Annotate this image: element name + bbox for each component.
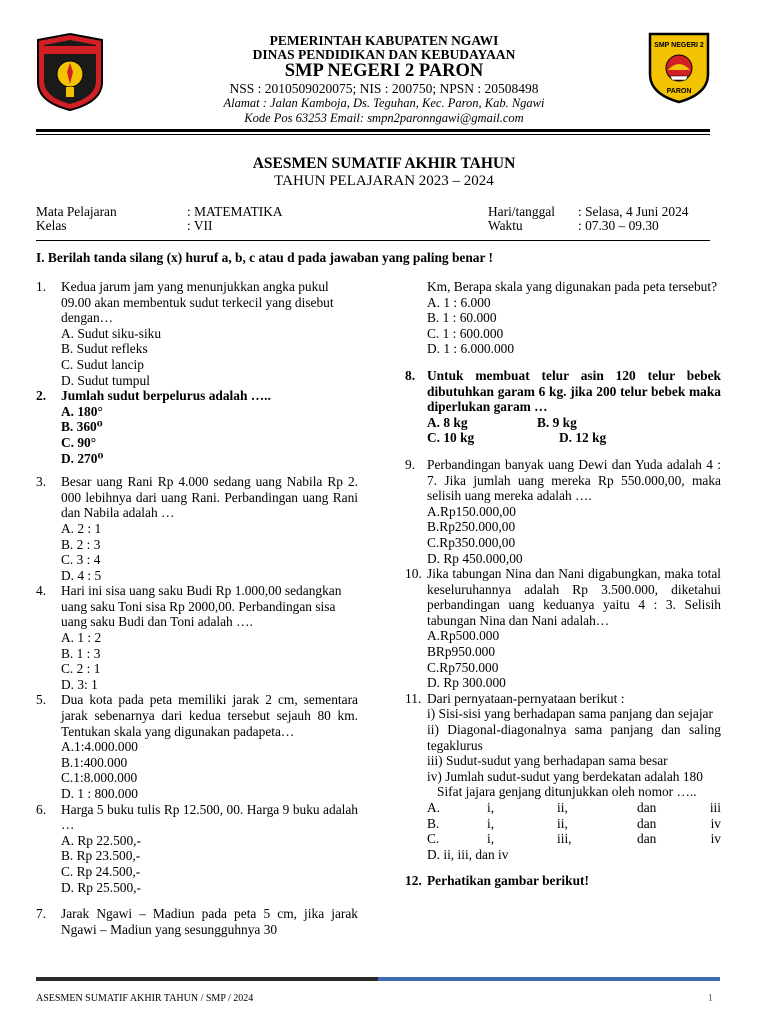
- question-5: [36, 692, 358, 801]
- question-number: 6.: [36, 801, 47, 817]
- question-number: 11.: [405, 690, 422, 706]
- subject-label: Mata Pelajaran: [36, 204, 117, 219]
- option-part: iv: [710, 831, 721, 847]
- option-c: C. 10 kg: [427, 430, 475, 446]
- option-d: D. Rp 300.000: [427, 675, 506, 691]
- option-d: D. 270⁰: [61, 450, 104, 466]
- option-c: C. 2 : 1: [61, 661, 101, 677]
- statement-iii: iii) Sudut-sudut yang berhadapan sama besar: [427, 753, 668, 769]
- option-part: iii,: [557, 831, 572, 847]
- option-row-ab: [405, 415, 721, 431]
- footer-text: ASESMEN SUMATIF AKHIR TAHUN / SMP / 2024: [36, 993, 254, 1004]
- option-b: B.Rp250.000,00: [427, 519, 516, 535]
- section-instruction: I. Berilah tanda silang (x) huruf a, b, c atau d pada jawaban yang paling benar !: [36, 250, 493, 265]
- option-c: C. 90°: [61, 434, 97, 450]
- option-d: D. 1 : 800.000: [61, 786, 138, 801]
- statement-ii: ii) Diagonal-diagonalnya sama panjang dan saling tegaklurus: [427, 722, 721, 753]
- option-a: A. 180°: [61, 403, 103, 419]
- letterhead-address: Alamat : Jalan Kamboja, Ds. Teguhan, Kec. Paron, Kab. Ngawi: [223, 96, 545, 110]
- letterhead-postal-email: Kode Pos 63253 Email: smpn2paronngawi@gmail.com: [244, 111, 524, 125]
- question-stem: Perhatikan gambar berikut!: [427, 873, 589, 889]
- letterhead-ids: NSS : 2010509020075; NIS : 200750; NPSN : 20508498: [229, 81, 539, 96]
- option-part: i,: [487, 815, 495, 831]
- letterhead-school-name: SMP NEGERI 2 PARON: [284, 61, 484, 81]
- option-d: D. 4 : 5: [61, 567, 102, 583]
- subject-value: : MATEMATIKA: [187, 204, 283, 219]
- option-a: A. 2 : 1: [61, 520, 102, 536]
- option-part: iii: [709, 800, 721, 815]
- option-b: B. 1 : 3: [61, 645, 101, 661]
- question-stem: Jika tabungan Nina dan Nani digabungkan, maka total keseluruhannya adalah Rp 3.500.000, diketahui perbandingan uang keduanya yaitu 4 : 3. Selisih tabungan Nina dan Nani adalah…: [427, 566, 721, 628]
- school-logo-text-top: SMP NEGERI 2: [654, 42, 704, 49]
- school-logo-text-bottom: PARON: [666, 88, 692, 95]
- exam-year: TAHUN PELAJARAN 2023 – 2024: [274, 173, 494, 189]
- question-stem: Harga 5 buku tulis Rp 12.500, 00. Harga 9 buku adalah …: [61, 801, 358, 833]
- question-stem: Km, Berapa skala yang digunakan pada peta tersebut?: [427, 279, 718, 294]
- option-row-cd: [405, 430, 721, 446]
- option-b: [405, 816, 721, 832]
- question-stem: Hari ini sisa uang saku Budi Rp 1.000,00 sedangkan uang saku Toni sisa Rp 2000,00. Perbandingan sisa uang saku Budi dan Toni adalah ….: [61, 583, 342, 630]
- statement-i: i) Sisi-sisi yang berhadapan sama panjang dan sejajar: [427, 706, 713, 722]
- option-c: C.1:8.000.000: [61, 770, 138, 786]
- question-11: [405, 691, 721, 863]
- class-value: : VII: [187, 218, 213, 233]
- option-part: i,: [487, 800, 495, 815]
- time-label: Waktu: [488, 218, 523, 233]
- meta-rule: [36, 240, 710, 241]
- option-d: D. Rp 25.500,-: [61, 879, 141, 895]
- option-d: D. ii, iii, dan iv: [427, 846, 509, 862]
- option-c: C.Rp750.000: [427, 659, 499, 675]
- option-d: D. Sudut tumpul: [61, 372, 150, 388]
- question-number: 5.: [36, 692, 47, 708]
- exam-title: ASESMEN SUMATIF AKHIR TAHUN: [252, 155, 516, 172]
- question-8: [405, 368, 721, 446]
- option-a: A.Rp150.000,00: [427, 503, 516, 519]
- option-a: A. 1 : 6.000: [427, 294, 491, 310]
- option-part: dan: [637, 800, 657, 815]
- option-letter: A.: [427, 800, 441, 815]
- option-b: B.1:400.000: [61, 754, 128, 770]
- option-letter: C.: [427, 831, 440, 847]
- option-part: ii,: [557, 800, 568, 815]
- question-stem: Untuk membuat telur asin 120 telur bebek dibutuhkan garam 6 kg. jika 200 telur bebek maka diperlukan garam …: [427, 367, 721, 415]
- option-b: B. Sudut refleks: [61, 341, 148, 357]
- question-number: 7.: [36, 906, 47, 922]
- option-d: D. 1 : 6.000.000: [427, 341, 515, 357]
- option-a: A.Rp500.000: [427, 628, 500, 644]
- option-a: A. 8 kg: [427, 414, 468, 430]
- option-part: dan: [637, 831, 657, 847]
- option-c: C.Rp350.000,00: [427, 534, 516, 550]
- option-d: D. Rp 450.000,00: [427, 550, 523, 566]
- question-number: 3.: [36, 474, 47, 490]
- option-letter: B.: [427, 815, 440, 831]
- option-a: A.1:4.000.000: [61, 739, 138, 755]
- option-b: B. 9 kg: [537, 414, 577, 430]
- question-6: [36, 802, 358, 896]
- option-a: A. Sudut siku-siku: [61, 325, 162, 341]
- option-part: ii,: [557, 815, 568, 831]
- question-number: 10.: [405, 566, 422, 582]
- day-label: Hari/tanggal: [488, 204, 555, 219]
- question-1: [36, 279, 358, 388]
- question-number: 1.: [36, 279, 47, 294]
- question-10: [405, 566, 721, 691]
- option-c: C. 3 : 4: [61, 552, 101, 568]
- question-stem: Dua kota pada peta memiliki jarak 2 cm, sementara jarak sebenarnya dari kedua tersebut sejauh 80 km. Tentukan skala yang digunakan padapeta…: [61, 692, 358, 739]
- statement-iv: iv) Jumlah sudut-sudut yang berdekatan adalah 180: [427, 768, 703, 784]
- option-c: C. Rp 24.500,-: [61, 863, 141, 879]
- letterhead-rule-thick: [36, 129, 710, 132]
- question-number: 8.: [405, 367, 416, 383]
- question-stem: Kedua jarum jam yang menunjukkan angka pukul 09.00 akan membentuk sudut terkecil yang disebut dengan…: [61, 279, 334, 326]
- question-stem: Jarak Ngawi – Madiun pada peta 5 cm, jika jarak Ngawi – Madiun yang sesungguhnya 30: [61, 906, 358, 937]
- option-part: iv: [710, 815, 721, 831]
- question-stem: Perbandingan banyak uang Dewi dan Yuda adalah 4 : 7. Jika jumlah uang mereka Rp 550.000,00, maka selisih uang mereka adalah ….: [427, 456, 721, 504]
- option-b: BRp950.000: [427, 644, 496, 660]
- footer-bar-dark: [36, 977, 378, 981]
- question-9: [405, 457, 721, 566]
- day-value: : Selasa, 4 Juni 2024: [578, 204, 689, 219]
- question-ask: Sifat jajara genjang ditunjukkan oleh nomor …..: [437, 784, 697, 800]
- question-2: [36, 388, 358, 466]
- letterhead-government: PEMERINTAH KABUPATEN NGAWI: [269, 33, 499, 48]
- question-stem: Jumlah sudut berpelurus adalah …..: [61, 388, 271, 404]
- question-7-continued: [405, 279, 721, 357]
- question-number: 12.: [405, 873, 422, 889]
- option-d: D. 12 kg: [559, 430, 607, 446]
- question-number: 4.: [36, 583, 47, 599]
- option-c: C. Sudut lancip: [61, 356, 144, 372]
- option-c: C. 1 : 600.000: [427, 325, 504, 341]
- footer-bar-blue: [378, 977, 720, 981]
- question-12: [405, 873, 721, 889]
- option-d: D. 3: 1: [61, 676, 98, 692]
- question-3: [36, 474, 358, 583]
- time-value: : 07.30 – 09.30: [578, 218, 659, 233]
- option-a: A. 1 : 2: [61, 630, 102, 646]
- option-b: B. Rp 23.500,-: [61, 848, 141, 864]
- option-c: [405, 831, 721, 847]
- questions-right-column: [405, 279, 721, 889]
- option-b: B. 360⁰: [61, 419, 103, 435]
- letterhead-rule-thin: [36, 134, 710, 135]
- questions-left-column: [36, 279, 358, 937]
- question-7: [36, 906, 358, 937]
- option-part: i,: [487, 831, 495, 847]
- option-a: [405, 800, 721, 816]
- option-b: B. 1 : 60.000: [427, 310, 497, 326]
- question-stem: Dari pernyataan-pernyataan berikut :: [427, 690, 625, 706]
- question-number: 2.: [36, 388, 47, 404]
- question-number: 9.: [405, 456, 416, 472]
- question-stem: Besar uang Rani Rp 4.000 sedang uang Nabila Rp 2. 000 lebihnya dari uang Rani. Perbandingan uang Rani dan Nabila adalah …: [61, 474, 358, 521]
- question-4: [36, 583, 358, 692]
- option-part: dan: [637, 815, 657, 831]
- letterhead-department: DINAS PENDIDIKAN DAN KEBUDAYAAN: [252, 47, 516, 62]
- option-a: A. Rp 22.500,-: [61, 832, 141, 848]
- class-label: Kelas: [36, 218, 67, 233]
- page-number: 1: [708, 993, 713, 1004]
- option-b: B. 2 : 3: [61, 536, 101, 552]
